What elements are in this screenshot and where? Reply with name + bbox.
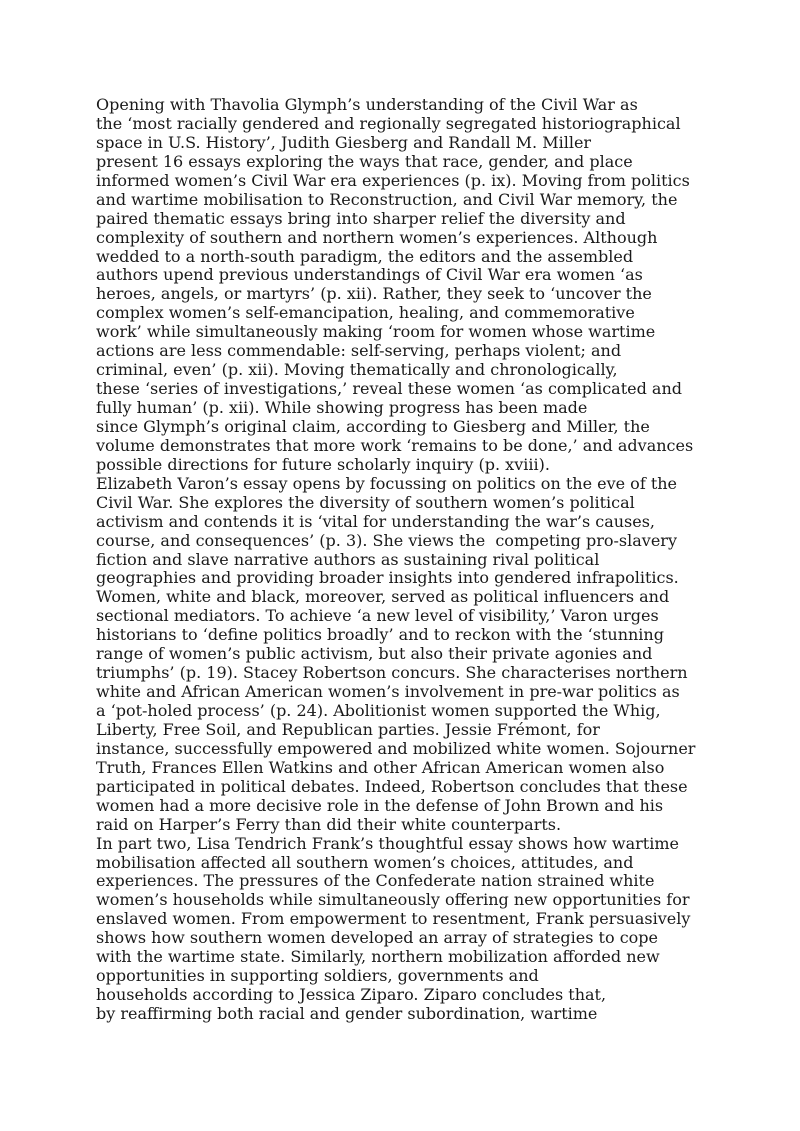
text-line: paired thematic essays bring into sharper relief the diversity and	[96, 208, 626, 228]
text-line: work’ while simultaneously making ‘room for women whose wartime	[96, 322, 656, 342]
text-line: volume demonstrates that more work ‘remains to be done,’ and advances	[96, 435, 694, 455]
text-line: fully human’ (p. xii). While showing progress has been made	[96, 398, 588, 417]
text-line: complexity of southern and northern women’s experiences. Although	[96, 227, 658, 247]
text-line: women had a more decisive role in the defense of John Brown and his	[96, 795, 664, 815]
text-line: historians to ‘define politics broadly’ and to reckon with the ‘stunning	[96, 625, 664, 645]
text-line: experiences. The pressures of the Confederate nation strained white	[96, 871, 655, 891]
text-line: authors upend previous understandings of Civil War era women ‘as	[96, 265, 643, 285]
text-line: Opening with Thavolia Glymph’s understanding of the Civil War as	[96, 95, 638, 114]
text-line: with the wartime state. Similarly, northern mobilization afforded new	[96, 947, 660, 967]
text-line: complex women’s self-emancipation, healing, and commemorative	[96, 303, 635, 323]
text-line: In part two, Lisa Tendrich Frank’s thoughtful essay shows how wartime	[96, 833, 679, 853]
text-line: households according to Jessica Ziparo. Ziparo concludes that,	[96, 985, 607, 1005]
text-line: heroes, angels, or martyrs’ (p. xii). Rather, they seek to ‘uncover the	[96, 284, 652, 304]
text-line: shows how southern women developed an array of strategies to cope	[96, 928, 658, 948]
text-line: criminal, even’ (p. xii). Moving thematically and chronologically,	[96, 360, 618, 380]
text-line: present 16 essays exploring the ways that race, gender, and place	[96, 151, 633, 171]
text-line: course, and consequences’ (p. 3). She views the competing pro-slavery	[96, 530, 677, 550]
text-line: these ‘series of investigations,’ reveal these women ‘as complicated and	[96, 379, 682, 399]
text-line: Civil War. She explores the diversity of southern women’s political	[96, 492, 635, 512]
text-line: mobilisation affected all southern women’s choices, attitudes, and	[96, 852, 634, 872]
text-line: range of women’s public activism, but also their private agonies and	[96, 644, 653, 664]
text-line: Women, white and black, moreover, served as political influencers and	[96, 587, 670, 607]
text-line: wedded to a north-south paradigm, the editors and the assembled	[96, 246, 634, 266]
text-line: a ‘pot-holed process’ (p. 24). Abolitionist women supported the Whig,	[96, 701, 661, 720]
text-line: Elizabeth Varon’s essay opens by focussing on politics on the eve of the	[96, 473, 678, 493]
text-line: sectional mediators. To achieve ‘a new level of visibility,’ Varon urges	[96, 606, 659, 626]
text-line: opportunities in supporting soldiers, governments and	[96, 966, 539, 986]
text-line: participated in political debates. Indeed, Robertson concludes that these	[96, 776, 688, 796]
text-line: triumphs’ (p. 19). Stacey Robertson concurs. She characterises northern	[96, 663, 688, 683]
text-line: by reaffirming both racial and gender subordination, wartime	[96, 1004, 598, 1023]
text-line: raid on Harper’s Ferry than did their white counterparts.	[96, 814, 562, 834]
text-line: enslaved women. From empowerment to resentment, Frank persuasively	[96, 909, 691, 929]
text-line: since Glymph’s original claim, according to Giesberg and Miller, the	[96, 416, 650, 436]
text-line: fiction and slave narrative authors as sustaining rival political	[96, 549, 600, 569]
text-line: space in U.S. History’, Judith Giesberg and Randall M. Miller	[96, 132, 592, 152]
text-line: possible directions for future scholarly inquiry (p. xviii).	[96, 454, 550, 474]
text-line: activism and contends it is ‘vital for understanding the war’s causes,	[96, 511, 656, 531]
text-line: informed women’s Civil War era experiences (p. ix). Moving from politics	[96, 170, 690, 190]
text-line: actions are less commendable: self-serving, perhaps violent; and	[96, 341, 622, 361]
text-line: the ‘most racially gendered and regionally segregated historiographical	[96, 113, 681, 133]
text-line: Liberty, Free Soil, and Republican parties. Jessie Frémont, for	[96, 719, 600, 739]
text-line: instance, successfully empowered and mobilized white women. Sojourner	[96, 738, 696, 758]
text-line: geographies and providing broader insights into gendered infrapolitics.	[96, 568, 679, 588]
text-line: white and African American women’s involvement in pre-war politics as	[96, 682, 680, 702]
text-line: women’s households while simultaneously offering new opportunities for	[96, 890, 690, 910]
body-text	[96, 96, 736, 1024]
text-line: Truth, Frances Ellen Watkins and other African American women also	[96, 757, 665, 777]
text-line: and wartime mobilisation to Reconstruction, and Civil War memory, the	[96, 189, 678, 209]
